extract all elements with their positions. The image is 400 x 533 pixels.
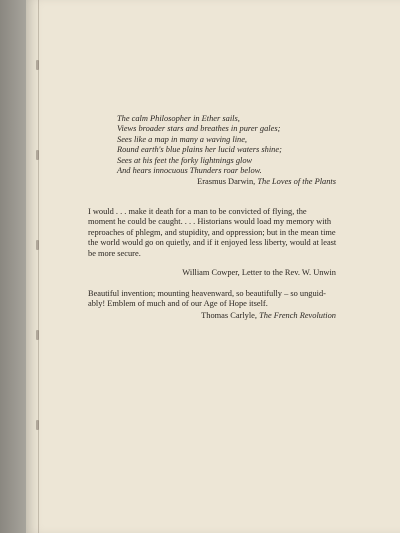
carlyle-attribution: [120, 311, 336, 321]
binding-stitch: [36, 330, 39, 340]
quote-line: I would . . . make it death for a man to be convicted of flying, the: [88, 207, 307, 216]
gutter-line: [38, 0, 39, 533]
attribution-author: Thomas Carlyle,: [201, 311, 257, 320]
quote-line: moment he could be caught. . . . Historians would load my memory with: [88, 217, 332, 227]
attribution-work: The French Revolution: [259, 311, 336, 320]
binding-stitch: [36, 60, 39, 70]
attribution-author: Erasmus Darwin,: [197, 177, 256, 186]
backdrop-edge: [0, 0, 26, 533]
quote-line: Beautiful invention; mounting heavenward, so beautifully – so unguid-: [88, 289, 326, 298]
poem-line: The calm Philosopher in Ether sails,: [117, 114, 240, 123]
poem-excerpt: [117, 114, 347, 176]
poem-line: And hears innocuous Thunders roar below.: [117, 166, 262, 176]
poem-line: Round earth's blue plains her lucid waters shine;: [117, 145, 282, 155]
cowper-quote: [88, 207, 336, 259]
binding-stitch: [36, 150, 39, 160]
quote-line: be more secure.: [88, 248, 141, 258]
poem-line: Sees at his feet the forky lightnings glow: [117, 155, 253, 165]
book-page: [26, 0, 400, 533]
poem-line: Sees like a map in many a waving line,: [117, 134, 248, 144]
attribution-work: The Loves of the Plants: [257, 177, 336, 186]
quote-line: reproaches of phlegm, and stupidity, and oppression; but in the mean time: [88, 227, 336, 237]
darwin-attribution: [120, 177, 336, 187]
cowper-attribution: William Cowper, Letter to the Rev. W. Unwin: [182, 268, 336, 277]
binding-stitch: [36, 240, 39, 250]
quote-line: ably! Emblem of much and of our Age of Hope itself.: [88, 299, 268, 309]
quote-line: the world would go on quietly, and if it enjoyed less liberty, would at least: [88, 238, 337, 248]
poem-line: Views broader stars and breathes in purer gales;: [117, 124, 281, 134]
carlyle-quote: [88, 289, 336, 310]
binding-stitch: [36, 420, 39, 430]
